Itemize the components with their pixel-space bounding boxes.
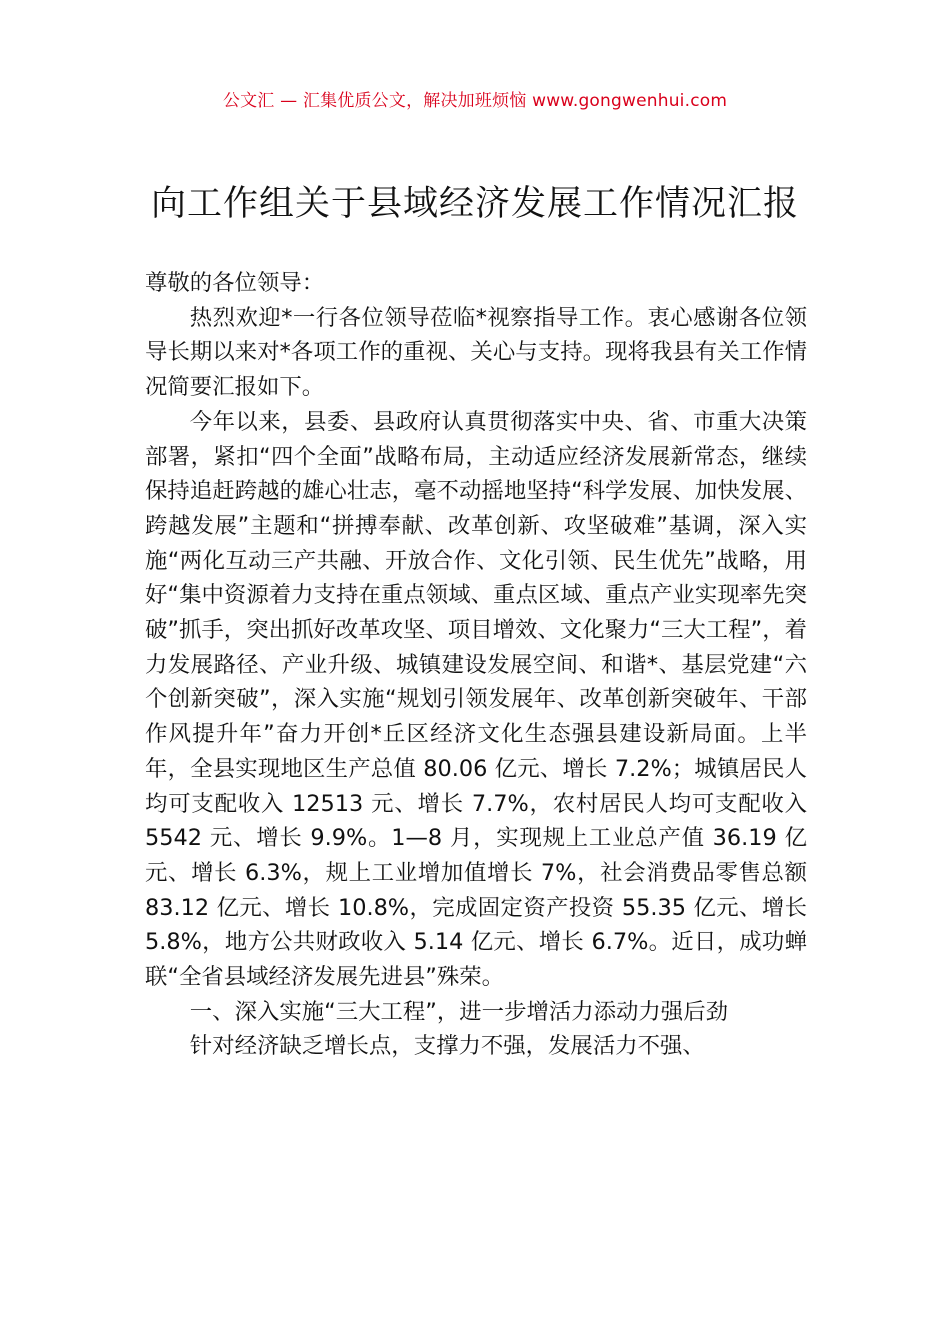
section-heading-one: 一、深入实施“三大工程”，进一步增活力添动力强后劲	[189, 998, 728, 1025]
paragraph-section-one: 针对经济缺乏增长点，支撑力不强，发展活力不强、	[189, 1033, 705, 1060]
document-body	[145, 266, 807, 1064]
document-title: 向工作组关于县域经济发展工作情况汇报	[150, 184, 799, 224]
header-banner[interactable]: 公文汇 — 汇集优质公文，解决加班烦恼 www.gongwenhui.com	[222, 91, 728, 111]
salutation: 尊敬的各位领导：	[145, 270, 325, 296]
paragraph-welcome: 热烈欢迎*一行各位领导莅临*视察指导工作。衷心感谢各位领导长期以来对*各项工作的重视、关心与支持。现将我县有关工作情况简要汇报如下。	[145, 304, 807, 401]
paragraph-overview: 今年以来，县委、县政府认真贯彻落实中央、省、市重大决策部署，紧扣“四个全面”战略布局，主动适应经济发展新常态，继续保持追赶跨越的雄心壮志，毫不动摇地坚持“科学发展、加快发展、跨越发展”主题和“拼搏奉献、改革创新、攻坚破难”基调，深入实施“两化互动三产共融、开放合作、文化引领、民生优先”战略，用好“集中资源着力支持在重点领域、重点区域、重点产业实现率先突破”抓手，突出抓好改革攻坚、项目增效、文化聚力“三大工程”，着力发展路径、产业升级、城镇建设发展空间、和谐*、基层党建“六个创新突破”，深入实施“规划引领发展年、改革创新突破年、干部作风提升年”奋力开创*丘区经济文化生态强县建设新局面。上半年，全县实现地区生产总值 80.06 亿元、增长 7.2%；城镇居民人均可支配收入 12513 元、增长 7.7%，农村居民人均可支配收入 5542 元、增长 9.9%。1—8 月，实现规上工业总产值 36.19 亿元、增长 6.3%，规上工业增加值增长 7%，社会消费品零售总额 83.12 亿元、增长 10.8%，完成固定资产投资 55.35 亿元、增长 5.8%，地方公共财政收入 5.14 亿元、增长 6.7%。近日，成功蝉联“全省县域经济发展先进县”殊荣。	[145, 408, 807, 991]
